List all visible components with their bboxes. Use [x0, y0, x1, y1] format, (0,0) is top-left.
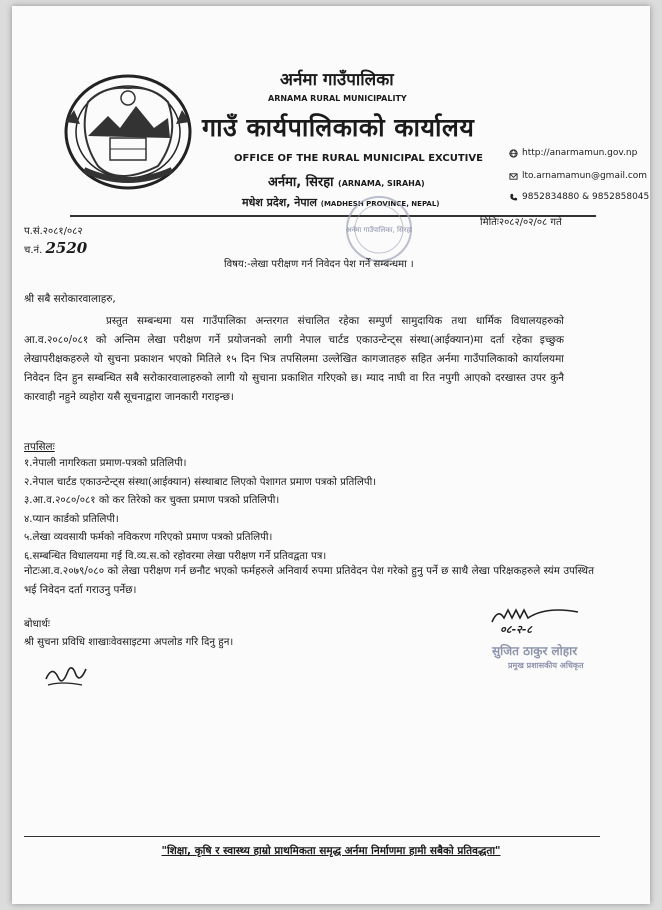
location-np: अर्नमा, सिरहा [268, 175, 334, 190]
reference-ps: प.सं.२०८१/०८२ [24, 226, 83, 237]
letter-subject: विषय:-लेखा परीक्षण गर्न निवेदन पेश गर्ने सम्बन्धमा । [224, 259, 414, 270]
footer-divider [24, 836, 600, 837]
footer-slogan [12, 844, 650, 858]
salutation: श्री सबै सरोकारवालाहरु, [24, 293, 116, 305]
cc-label: बोधार्थः [24, 619, 50, 630]
phone-text: 9852834880 & 9852858045 [522, 192, 650, 202]
province-np: मधेश प्रदेश, नेपाल [242, 196, 317, 209]
letter-date: मितिः२०८२/०२/०८ गते [480, 217, 562, 228]
document-list [24, 455, 376, 567]
email-text: lto.arnamamun@gmail.com [522, 171, 648, 181]
cc-item: श्री सुचना प्रविधि शाखाःवेवसाइटमा अपलोड गरि दिनु हुन। [24, 637, 234, 648]
reference-cn [24, 239, 87, 257]
list-heading: तपसिलः [24, 441, 55, 453]
reference-cn-value: 2520 [45, 239, 88, 257]
officer-name-stamp: सुजित ठाकुर लोहार [492, 644, 578, 658]
list-item: ६.सम्बन्धित विधालयमा गई वि.व्य.स.को रहोवरमा लेखा परीक्षण गर्ने प्रतिवद्वता पत्र। [24, 550, 327, 562]
website-text: http://anarmamun.gov.np [522, 148, 638, 158]
initials-mark [42, 661, 90, 691]
office-stamp [344, 194, 414, 264]
list-item: १.नेपाली नागरिकता प्रमाण-पत्रको प्रतिलिपी। [24, 458, 187, 469]
province-en: (MADHESH PROVINCE, NEPAL) [320, 200, 440, 208]
officer-title-stamp: प्रमुख प्रशासकीय अधिकृत [508, 661, 584, 670]
phone-contact [509, 192, 649, 202]
website-contact [509, 148, 637, 158]
officer-signature-block [486, 600, 626, 672]
list-item: ५.लेखा व्यवसायी फर्मको नविकरण गरिएको प्रमाण पत्रको प्रतिलिपी। [24, 532, 273, 544]
signature-date: ०८-२-८ [500, 623, 533, 636]
footer-slogan-text: "शिक्षा, कृषि र स्वास्थ्य हाम्रो प्राथमिकता समृद्ध अर्नमा निर्माणमा हामी सबैको प्रतिवद्धता" [161, 845, 501, 857]
stamp-text: अर्नमा गाउँपालिका, सिरहा [346, 226, 412, 234]
location-en: (ARNAMA, SIRAHA) [338, 179, 425, 188]
globe-icon [509, 149, 518, 158]
office-name-en: OFFICE OF THE RURAL MUNICIPAL EXCUTIVE [234, 153, 483, 164]
location-line [268, 172, 425, 190]
list-item: ३.आ.व.२०८०/०८१ को कर तिरेको कर चुक्ता प्रमाण पत्रको प्रतिलिपी। [24, 495, 280, 507]
body-paragraph: प्रस्तुत सम्बन्धमा यस गाउँपालिका अन्तरगत संचालित रहेका सम्पुर्ण सामुदायिक तथा धार्मिक विधालयहरुको आ.व.२०८०/०८१ को अन्तिम लेखा परीक्षण गर्ने प्रयोजनको लागी नेपाल चार्टड एकाउन्टेन्ट्स संस्था(आईक्यान)मा दर्ता रहेका इच्छुक लेखापरीक्षकहरुले यो सुचना प्रकाशन भएको मितिले १५ दिन भित्र तपसिलमा उल्लेखित कागजातहरु सहित अर्नमा गाउँपालिकाको कार्यालयमा निवेदन दिन हुन सम्बन्धित सबै सरोकारवालाहरुको लागी यो सुचाना प्रकाशित गरिएको छ। म्याद नाघी वा रित नपुगी आएको दरखास्त उपर कुनै कारवाही नहुने व्यहोरा यसै सूचनाद्वारा जानकारी गराइन्छ। [24, 315, 564, 403]
municipality-name-en: ARNAMA RURAL MUNICIPALITY [268, 94, 407, 103]
letter-page [12, 6, 650, 904]
municipal-emblem-icon [58, 66, 198, 196]
municipality-name-np: अर्नमा गाउँपालिका [280, 70, 394, 90]
list-item: २.नेपाल चार्टड एकाउन्टेन्ट्स संस्था(आईक्यान) संस्थाबाट लिएको पेशागत प्रमाण पत्रको प्रतिलिपी। [24, 476, 377, 488]
note-paragraph: नोटःआ.व.२०७९/०८० को लेखा परीक्षण गर्न छनौट भएको फर्महरुले अनिवार्य रुपमा प्रतिवेदन पेश गरेको हुनु पर्ने छ साथै लेखा परिक्षकहरुले स्यंम उपस्थित भई निवेदन दर्ता गराउनु पर्नेछ। [24, 565, 594, 596]
phone-icon [509, 193, 518, 202]
list-item: ४.प्यान कार्डको प्रतिलिपी। [24, 513, 119, 525]
email-contact [509, 171, 647, 181]
reference-cn-label: च.नं. [24, 245, 43, 256]
office-name-np: गाउँ कार्यपालिकाको कार्यालय [202, 113, 475, 142]
email-icon [509, 172, 518, 181]
